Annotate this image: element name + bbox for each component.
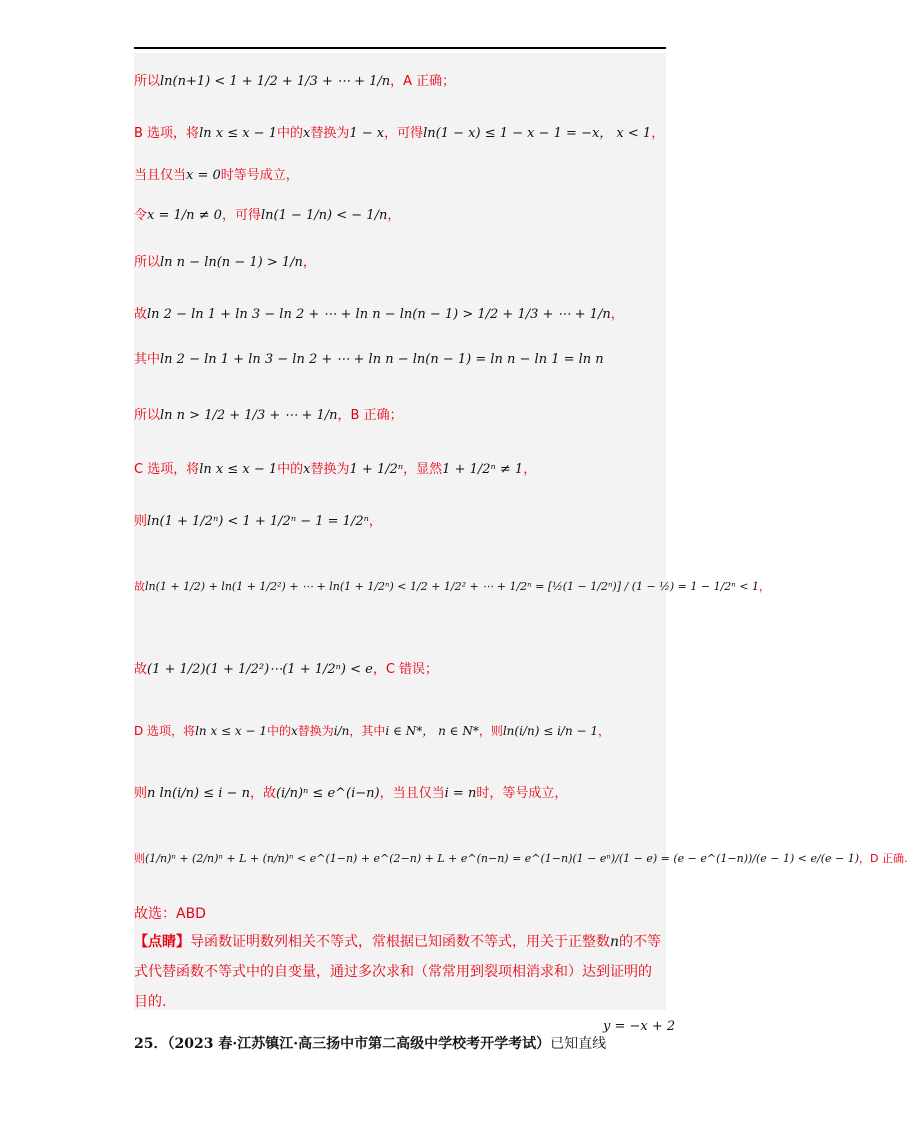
top-rule	[134, 47, 666, 49]
line-b-conclusion: 所以ln n > 1/2 + 1/3 + ⋯ + 1/n，B 正确；	[134, 408, 403, 423]
solution-panel	[134, 53, 666, 1010]
line-c-substitution: C 选项，将ln x ≤ x − 1中的x替换为1 + 1/2ⁿ，显然1 + 1/2ⁿ ≠ 1，	[134, 462, 537, 477]
line-d-exponent: 则n ln(i/n) ≤ i − n，故(i/n)ⁿ ≤ e^(i−n)，当且仅当i = n时，等号成立，	[134, 786, 568, 801]
tip-paragraph: 【点睛】导函数证明数列相关不等式，常根据已知函数不等式，用关于正整数n的不等式代替函数不等式中的自变量，通过多次求和（常常用到裂项相消求和）达到证明的目的.	[134, 934, 662, 1010]
line-b-let-x: 令x = 1/n ≠ 0，可得ln(1 − 1/n) < − 1/n，	[134, 208, 401, 223]
line-b-substitution: B 选项，将ln x ≤ x − 1中的x替换为1 − x，可得ln(1 − x) ≤ 1 − x − 1 = −x， x < 1，	[134, 126, 665, 141]
line-d-sum: 则(1/n)ⁿ + (2/n)ⁿ + L + (n/n)ⁿ < e^(1−n) + e^(2−n) + L + e^(n−n) = e^(1−n)(1 − eⁿ)/(1 − e) = (e − e^(1−n))/(e − 1) < e/(e − 1)，D 正确.	[134, 852, 907, 865]
tip-var: n	[610, 934, 620, 950]
tip-label: 【点睛】	[134, 934, 190, 950]
line-b-telescoping: 其中ln 2 − ln 1 + ln 3 − ln 2 + ⋯ + ln n − ln(n − 1) = ln n − ln 1 = ln n	[134, 352, 604, 367]
line-c-bound: 则ln(1 + 1/2ⁿ) < 1 + 1/2ⁿ − 1 = 1/2ⁿ，	[134, 514, 382, 529]
line-b-log-diff: 所以ln n − ln(n − 1) > 1/n，	[134, 255, 316, 270]
line-d-substitution: D 选项，将ln x ≤ x − 1中的x替换为i/n，其中i ∈ N*， n ∈ N*，则ln(i/n) ≤ i/n − 1，	[134, 724, 611, 738]
line-c-conclusion: 故(1 + 1/2)(1 + 1/2²)⋯(1 + 1/2ⁿ) < e，C 错误；	[134, 662, 439, 677]
line-b-sum: 故ln 2 − ln 1 + ln 3 − ln 2 + ⋯ + ln n − ln(n − 1) > 1/2 + 1/3 + ⋯ + 1/n，	[134, 307, 624, 322]
question-text: 已知直线	[550, 1036, 607, 1052]
question-25	[134, 1033, 606, 1053]
question-number: 25．	[134, 1036, 168, 1052]
question-equation: y = −x + 2	[603, 1019, 676, 1034]
line-b-equality: 当且仅当x = 0时等号成立，	[134, 168, 299, 183]
line-a-conclusion: 所以ln(n+1) < 1 + 1/2 + 1/3 + ⋯ + 1/n，A 正确；	[134, 74, 456, 89]
answer-line: 故选：ABD	[134, 906, 206, 922]
line-c-sum: 故ln(1 + 1/2) + ln(1 + 1/2²) + ⋯ + ln(1 + 1/2ⁿ) < 1/2 + 1/2² + ⋯ + 1/2ⁿ = [½(1 − 1/2ⁿ)] / (1 − ½) = 1 − 1/2ⁿ < 1，	[134, 580, 770, 593]
question-source: （2023 春·江苏镇江·高三扬中市第二高级中学校考开学考试）	[167, 1036, 551, 1052]
